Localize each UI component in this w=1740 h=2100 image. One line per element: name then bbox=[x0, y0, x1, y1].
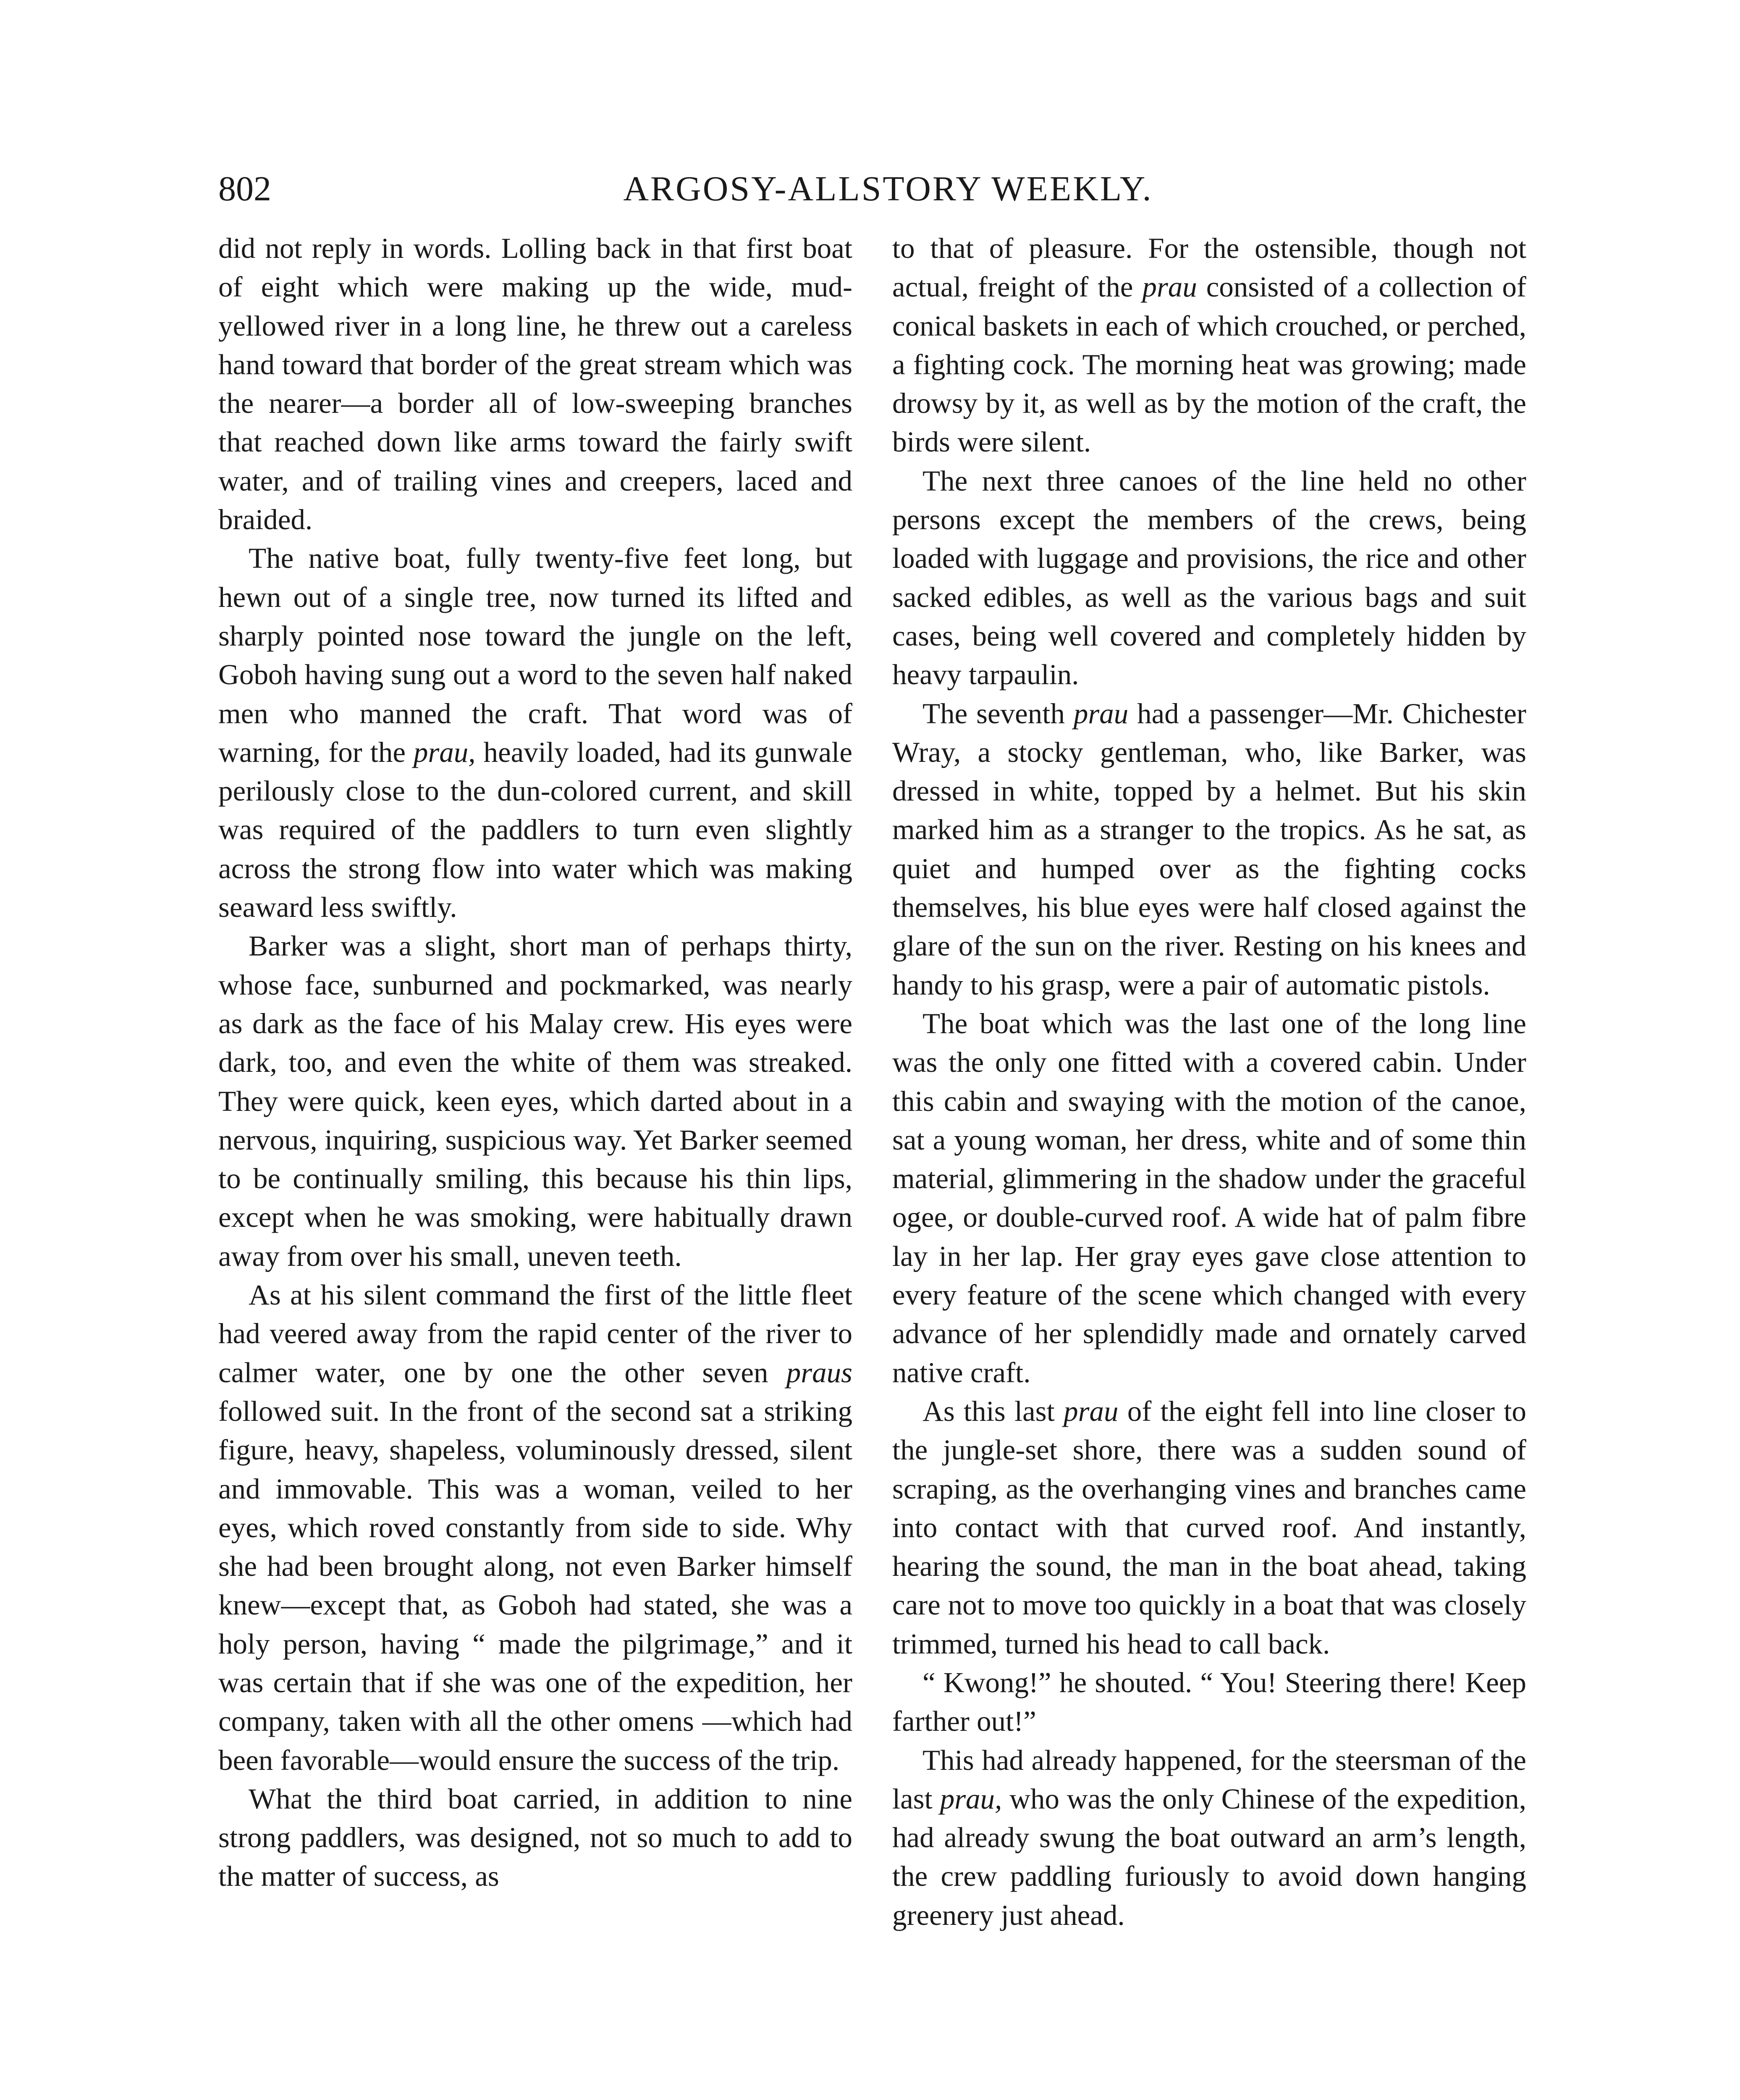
text-run: to that of pleasure. For the ostensible, though not actual, freight of the bbox=[892, 232, 1526, 303]
text-run: who was the only Chinese of the expedition, had already swung the boat outward an arm’s length, the crew paddling furiously to avoid down hanging greenery just ahead. bbox=[892, 1782, 1526, 1931]
italic-word: prau bbox=[1142, 271, 1197, 303]
text-run: of the eight fell into line closer to the jungle-set shore, there was a sudden sound of scraping, as the overhanging vines and branches came into contact with that curved roof. And instantly, hearing the sound, the man in the boat ahead, taking care not to move too quickly in a boat that was closely trimmed, turned his head to call back. bbox=[892, 1395, 1526, 1660]
italic-word: prau, bbox=[413, 736, 476, 768]
text-run: followed suit. In the front of the second sat a striking figure, heavy, shapeless, voluminously dressed, silent and immovable. This was a woman, veiled to her eyes, which roved constantly from side to side. Why she had been brought along, not even Barker himself knew—except that, as Goboh had stated, she was a holy person, having “ made the pilgrimage,” and it was certain that if she was one of the expedition, her company, taken with all the other omens —which had been favorable—would ensure the success of the trip. bbox=[218, 1395, 852, 1776]
italic-word: prau bbox=[1073, 697, 1129, 730]
paragraph bbox=[892, 1741, 1526, 1935]
paragraph: did not reply in words. Lolling back in that first boat of eight which were making up the wide, mud-yellowed river in a long line, he threw out a careless hand toward that border of the great stream which was the nearer—a border all of low-sweeping branches that reached down like arms toward the fairly swift water, and of trailing vines and creepers, laced and braided. bbox=[218, 232, 852, 536]
text-run: As this last bbox=[922, 1395, 1064, 1427]
italic-word: prau bbox=[1064, 1395, 1119, 1427]
paragraph: The boat which was the last one of the long line was the only one fitted with a covered cabin. Under this cabin and swaying with the motion of the canoe, sat a young woman, her dress, white and of some thin material, glimmering in the shadow under the graceful ogee, or double-curved roof. A wide hat of palm fibre lay in her lap. Her gray eyes gave close attention to every feature of the scene which changed with every advance of her splendidly made and ornately carved native craft. bbox=[892, 1007, 1526, 1389]
paragraph: “ Kwong!” he shouted. “ You! Steering there! Keep farther out!” bbox=[892, 1666, 1526, 1738]
text-run: heavily loaded, had its gunwale perilously close to the dun-colored current, and skill was required of the paddlers to turn even slightly across the strong flow into water which was making seaward less swiftly. bbox=[218, 736, 852, 924]
left-column bbox=[218, 229, 852, 1896]
text-run: The native boat, fully twenty-five feet long, but hewn out of a single tree, now turned its lifted and sharply pointed nose toward the jungle on the left, Goboh having sung out a word to the seven half naked men who manned the craft. That word was of warning, for the bbox=[218, 542, 852, 768]
paragraph bbox=[218, 1276, 852, 1780]
running-head: ARGOSY-ALLSTORY WEEKLY. bbox=[623, 169, 1153, 208]
paragraph bbox=[892, 694, 1526, 1004]
paragraph bbox=[218, 539, 852, 927]
text-run: had a passenger—Mr. Chichester Wray, a stocky gentleman, who, like Barker, was dressed in white, topped by a helmet. But his skin marked him as a stranger to the tropics. As he sat, as quiet and humped over as the fighting cocks themselves, his blue eyes were half closed against the glare of the sun on the river. Resting on his knees and handy to his grasp, were a pair of automatic pistols. bbox=[892, 697, 1526, 1001]
text-run: This had already happened, for the steersman of the last bbox=[892, 1744, 1526, 1815]
page-number: 802 bbox=[218, 169, 271, 208]
text-run: consisted of a collection of conical baskets in each of which crouched, or perched, a fighting cock. The morning heat was growing; made drowsy by it, as well as by the motion of the craft, the birds were silent. bbox=[892, 271, 1527, 458]
italic-word: praus bbox=[786, 1356, 852, 1389]
text-run: The seventh bbox=[922, 697, 1074, 730]
paragraph: The next three canoes of the line held no other persons except the members of the crews, being loaded with luggage and provisions, the rice and other sacked edibles, as well as the various bags and suit cases, being well covered and completely hidden by heavy tarpaulin. bbox=[892, 465, 1526, 691]
paragraph bbox=[892, 229, 1526, 462]
text-run: As at his silent command the first of the little fleet had veered away from the rapid center of the river to calmer water, one by one the other seven bbox=[218, 1279, 852, 1389]
paragraph bbox=[892, 1392, 1526, 1663]
right-column bbox=[892, 229, 1526, 1935]
page-header bbox=[218, 166, 1558, 220]
paragraph: Barker was a slight, short man of perhaps thirty, whose face, sunburned and pockmarked, was nearly as dark as the face of his Malay crew. His eyes were dark, too, and even the white of them was streaked. They were quick, keen eyes, which darted about in a nervous, inquiring, suspicious way. Yet Barker seemed to be continually smiling, this because his thin lips, except when he was smoking, were habitually drawn away from over his small, uneven teeth. bbox=[218, 930, 852, 1272]
italic-word: prau, bbox=[940, 1782, 1002, 1815]
paragraph: What the third boat carried, in addition to nine strong paddlers, was designed, not so much to add to the matter of success, as bbox=[218, 1782, 852, 1893]
